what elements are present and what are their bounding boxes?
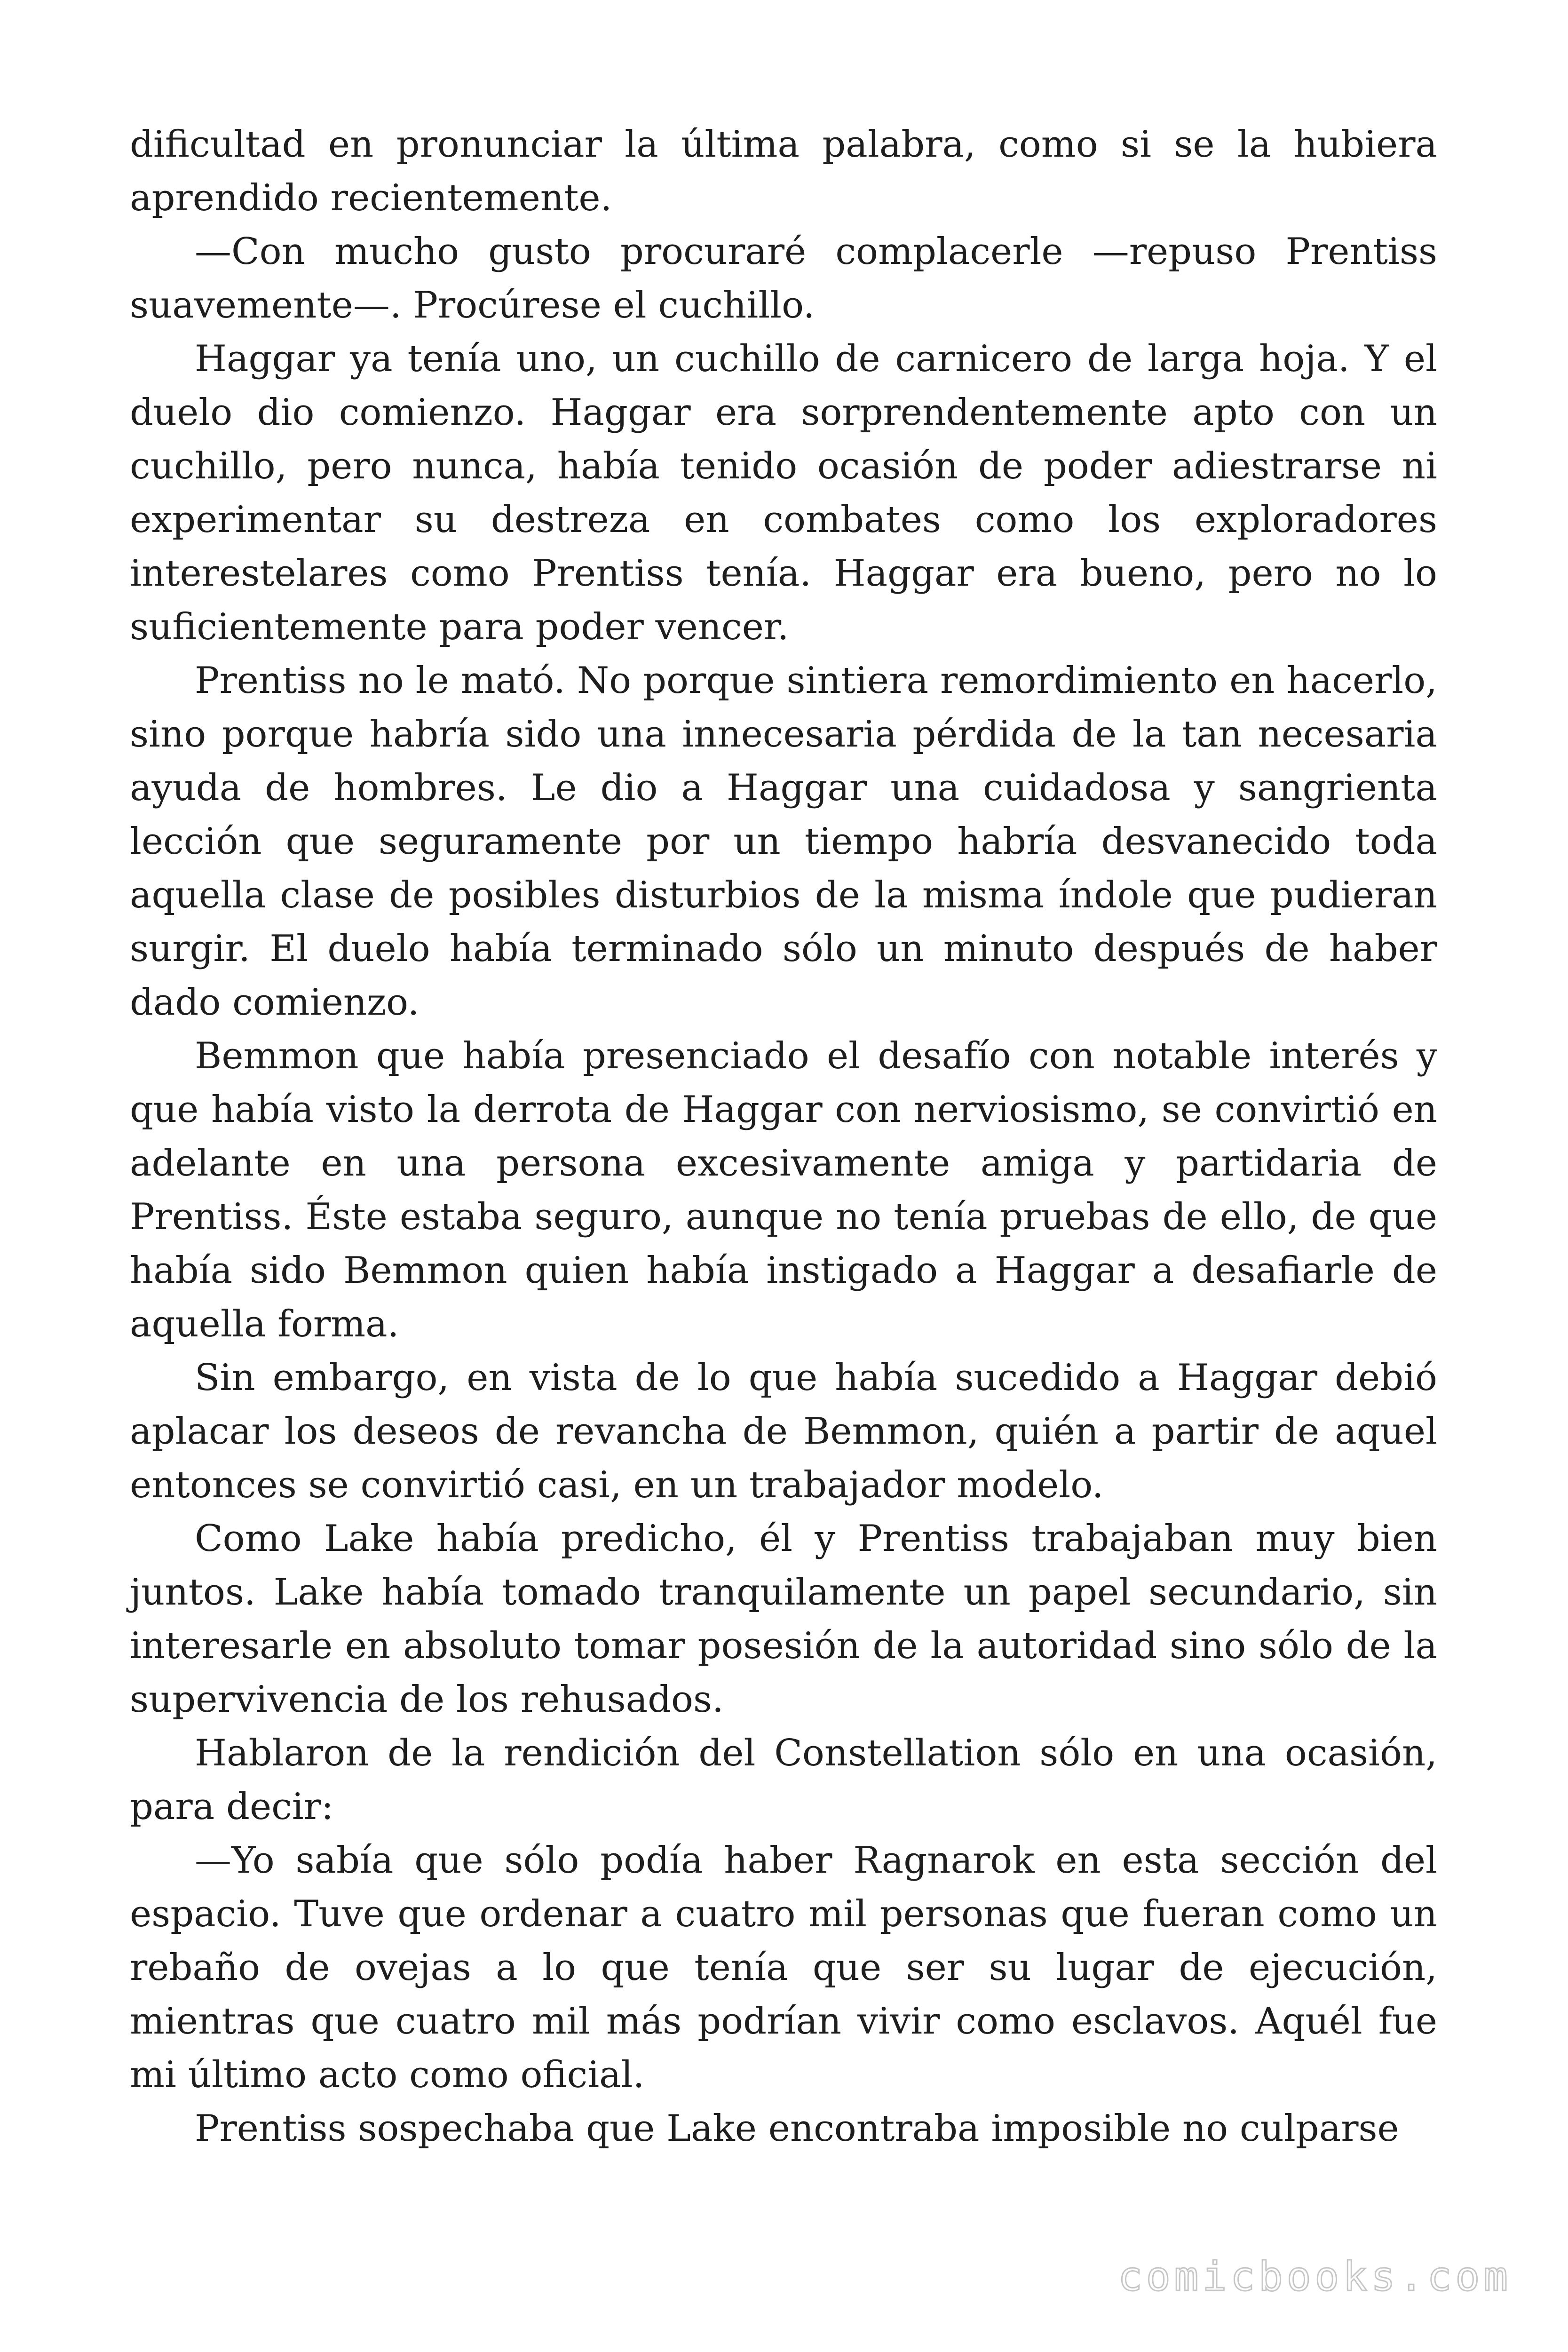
paragraph-2: —Con mucho gusto procuraré complacerle —repuso Prentiss suavemente—. Procúrese el cuchillo. — [130, 230, 1437, 326]
paragraph-10: Prentiss sospechaba que Lake encontraba imposible no culparse — [195, 2107, 1399, 2150]
paragraph-1: dificultad en pronunciar la última palabra, como si se la hubiera aprendido recientemente. — [130, 123, 1437, 219]
paragraph-9: —Yo sabía que sólo podía haber Ragnarok en esta sección del espacio. Tuve que ordenar a cuatro mil personas que fueran como un rebaño de ovejas a lo que tenía que ser su lugar de ejecución, mientras que cuatro mil más podrían vivir como esclavos. Aquél fue mi último acto como oficial. — [130, 1839, 1437, 2096]
paragraph-7: Como Lake había predicho, él y Prentiss trabajaban muy bien juntos. Lake había tomado tranquilamente un papel secundario, sin interesarle en absoluto tomar posesión de la autoridad sino sólo de la supervivencia de los rehusados. — [130, 1518, 1437, 1721]
paragraph-3: Haggar ya tenía uno, un cuchillo de carnicero de larga hoja. Y el duelo dio comienzo. Haggar era sorprendentemente apto con un cuchillo, pero nunca, había tenido ocasión de poder adiestrarse ni experimentar su destreza en combates como los exploradores interestelares como Prentiss tenía. Haggar era bueno, pero no lo suficientemente para poder vencer. — [130, 338, 1437, 648]
paragraph-8: Hablaron de la rendición del Constellation sólo en una ocasión, para decir: — [130, 1732, 1437, 1828]
paragraph-4: Prentiss no le mató. No porque sintiera remordimiento en hacerlo, sino porque habría sido una innecesaria pérdida de la tan necesaria ayuda de hombres. Le dio a Haggar una cuidadosa y sangrienta lección que seguramente por un tiempo habría desvanecido toda aquella clase de posibles disturbios de la misma índole que pudieran surgir. El duelo había terminado sólo un minuto después de haber dado comienzo. — [130, 660, 1437, 1024]
paragraph-5: Bemmon que había presenciado el desafío con notable interés y que había visto la derrota de Haggar con nerviosismo, se convirtió en adelante en una persona excesivamente amiga y partidaria de Prentiss. Éste estaba seguro, aunque no tenía pruebas de ello, de que había sido Bemmon quien había instigado a Haggar a desafiarle de aquella forma. — [130, 1035, 1437, 1345]
page-text — [130, 118, 1437, 2155]
watermark: comicbooks.com — [1118, 2253, 1512, 2300]
paragraph-6: Sin embargo, en vista de lo que había sucedido a Haggar debió aplacar los deseos de revancha de Bemmon, quién a partir de aquel entonces se convirtió casi, en un trabajador modelo. — [130, 1357, 1437, 1506]
